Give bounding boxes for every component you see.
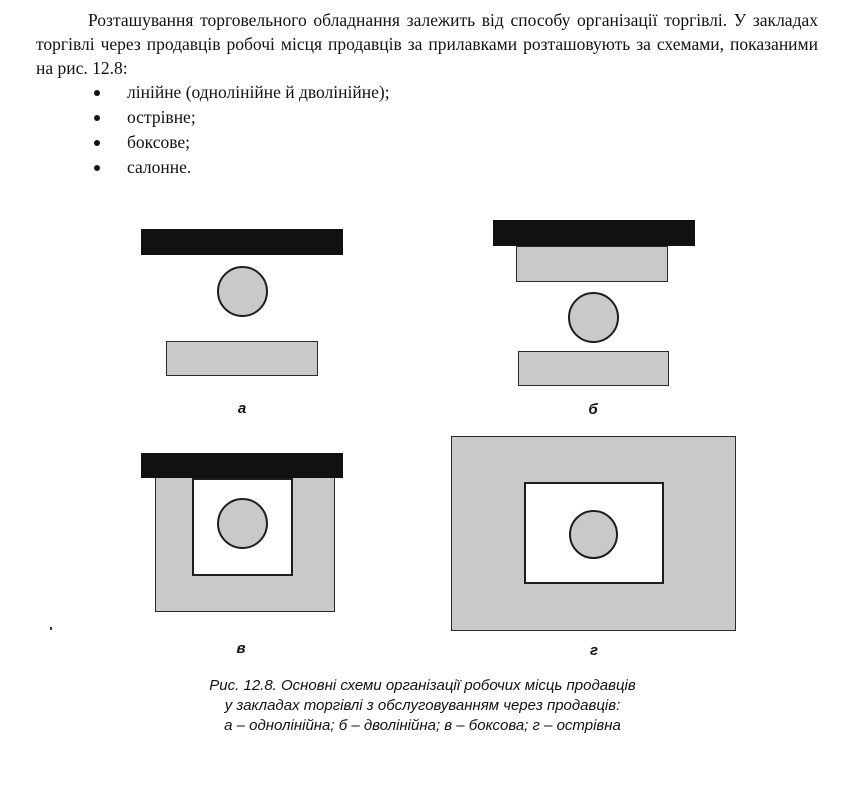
caption-line: а – однолінійна; б – дволінійна; в – боксова; г – острівна: [224, 717, 621, 734]
list-item: лінійне (однолінійне й дволінійне);: [94, 80, 818, 105]
wall-equipment: [141, 453, 343, 478]
seller-position: [217, 498, 268, 549]
seller-position: [217, 266, 268, 317]
panel-label-v: в: [236, 640, 246, 657]
layout-list: [36, 80, 818, 180]
scan-speck: [50, 627, 52, 630]
wall-equipment: [141, 229, 343, 255]
panel-label-g: г: [589, 642, 598, 659]
panel-label-a: а: [237, 400, 247, 417]
counter: [166, 341, 318, 376]
list-item: боксове;: [94, 130, 818, 155]
wall-equipment: [493, 220, 695, 246]
caption-line: Рис. 12.8. Основні схеми організації робочих місць продавців: [209, 677, 636, 694]
figure-caption: [0, 676, 845, 736]
panel-label-b: б: [588, 401, 598, 418]
caption-line: у закладах торгівлі з обслуговуванням через продавців:: [224, 697, 621, 714]
seller-position: [569, 510, 618, 559]
list-item: салонне.: [94, 155, 818, 180]
front-counter: [518, 351, 669, 386]
rear-counter: [516, 246, 668, 282]
list-item: острівне;: [94, 105, 818, 130]
body-text: [36, 8, 818, 180]
seller-position: [568, 292, 619, 343]
intro-paragraph: Розташування торговельного обладнання залежить від способу організації торгівлі. У закладах торгівлі через продавців робочі місця продавців за прилавками розташовують за схемами, показаними на рис. 12.8:: [36, 10, 818, 78]
